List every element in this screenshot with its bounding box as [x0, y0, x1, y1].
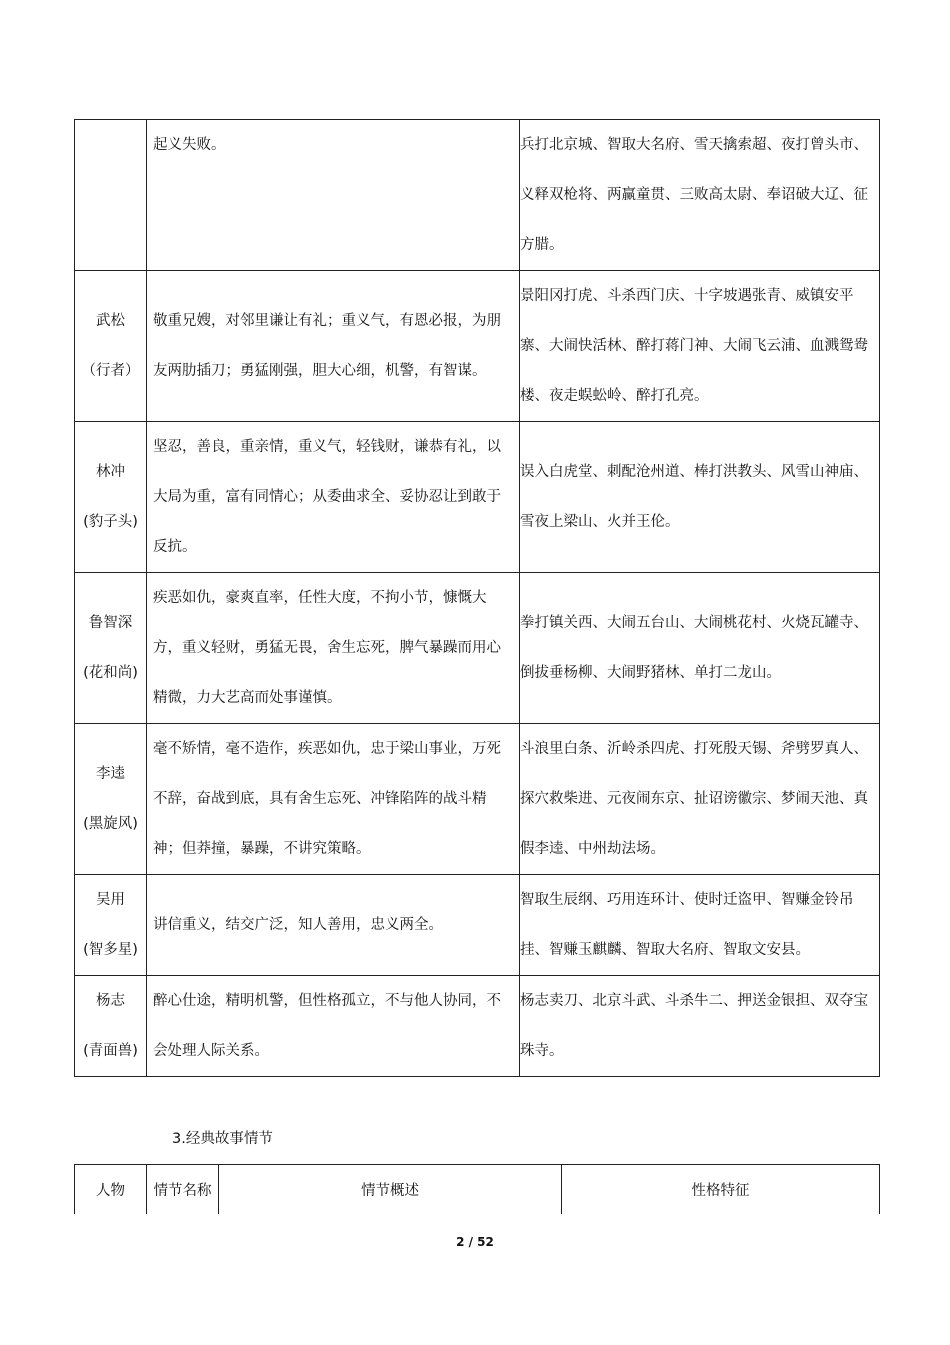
- character-name-cell: [75, 976, 147, 1077]
- table-header-row: [75, 1165, 880, 1215]
- column-header-plot-name: 情节名称: [147, 1165, 219, 1215]
- table-row: [75, 422, 880, 573]
- character-alias: （行者）: [81, 363, 140, 379]
- character-alias: (黑旋风): [83, 816, 138, 832]
- character-name-cell: [75, 422, 147, 573]
- section-title: 3.经典故事情节: [172, 1131, 273, 1147]
- column-header-plot-summary: 情节概述: [219, 1165, 562, 1215]
- character-name: 武松: [96, 313, 125, 329]
- character-name: 林冲: [96, 464, 125, 480]
- traits-cell: 坚忍，善良，重亲情，重义气，轻钱财，谦恭有礼，以大局为重，富有同情心；从委曲求全、妥协忍让到敢于反抗。: [147, 422, 520, 573]
- character-name-cell: [75, 875, 147, 976]
- traits-cell: 疾恶如仇，豪爽直率，任性大度，不拘小节，慷慨大方，重义轻财，勇猛无畏，舍生忘死，脾气暴躁而用心精微，力大艺高而处事谨慎。: [147, 573, 520, 724]
- character-alias: (豹子头): [83, 514, 138, 530]
- character-alias: (青面兽): [83, 1043, 138, 1059]
- character-name: 杨志: [96, 993, 125, 1009]
- traits-cell: 毫不矫情，毫不造作，疾恶如仇，忠于梁山事业，万死不辞，奋战到底，具有舍生忘死、冲锋陷阵的战斗精神；但莽撞，暴躁，不讲究策略。: [147, 724, 520, 875]
- traits-cell: 起义失败。: [147, 120, 520, 271]
- table-row: [75, 976, 880, 1077]
- character-alias: (花和尚): [83, 665, 138, 681]
- stories-cell: 杨志卖刀、北京斗武、斗杀牛二、押送金银担、双夺宝珠寺。: [520, 976, 880, 1077]
- character-name-cell: [75, 573, 147, 724]
- page-number: 2 / 52: [456, 1235, 494, 1249]
- traits-cell: 敬重兄嫂，对邻里谦让有礼；重义气，有恩必报，为朋友两肋插刀；勇猛刚强，胆大心细，机警，有智谋。: [147, 271, 520, 422]
- table-row: [75, 271, 880, 422]
- table-row: [75, 573, 880, 724]
- stories-cell: 智取生辰纲、巧用连环计、使时迁盗甲、智赚金铃吊挂、智赚玉麒麟、智取大名府、智取文安县。: [520, 875, 880, 976]
- traits-cell: 讲信重义，结交广泛，知人善用，忠义两全。: [147, 875, 520, 976]
- stories-cell: 兵打北京城、智取大名府、雪天擒索超、夜打曾头市、义释双枪将、两赢童贯、三败高太尉、奉诏破大辽、征方腊。: [520, 120, 880, 271]
- stories-cell: 景阳冈打虎、斗杀西门庆、十字坡遇张青、威镇安平寨、大闹快活林、醉打蒋门神、大闹飞云浦、血溅鸳鸯楼、夜走蜈蚣岭、醉打孔亮。: [520, 271, 880, 422]
- traits-cell: 醉心仕途，精明机警，但性格孤立，不与他人协同，不会处理人际关系。: [147, 976, 520, 1077]
- table-row: [75, 875, 880, 976]
- stories-cell: 误入白虎堂、刺配沧州道、棒打洪教头、风雪山神庙、雪夜上梁山、火并王伦。: [520, 422, 880, 573]
- plot-table: [74, 1164, 880, 1214]
- character-name-cell: [75, 271, 147, 422]
- stories-cell: 拳打镇关西、大闹五台山、大闹桃花村、火烧瓦罐寺、倒拔垂杨柳、大闹野猪林、单打二龙山。: [520, 573, 880, 724]
- table-row: [75, 724, 880, 875]
- character-name-cell: [75, 724, 147, 875]
- column-header-character: 人物: [75, 1165, 147, 1215]
- character-table: [74, 119, 880, 1077]
- character-name: 吴用: [96, 892, 125, 908]
- character-alias: (智多星): [83, 942, 138, 958]
- column-header-traits: 性格特征: [562, 1165, 880, 1215]
- table-row: [75, 120, 880, 271]
- character-name: 鲁智深: [88, 615, 133, 631]
- character-name: 李逵: [96, 766, 125, 782]
- stories-cell: 斗浪里白条、沂岭杀四虎、打死殷天锡、斧劈罗真人、探穴救柴进、元夜闹东京、扯诏谤徽宗、梦闹天池、真假李逵、中州劫法场。: [520, 724, 880, 875]
- character-name-cell: [75, 120, 147, 271]
